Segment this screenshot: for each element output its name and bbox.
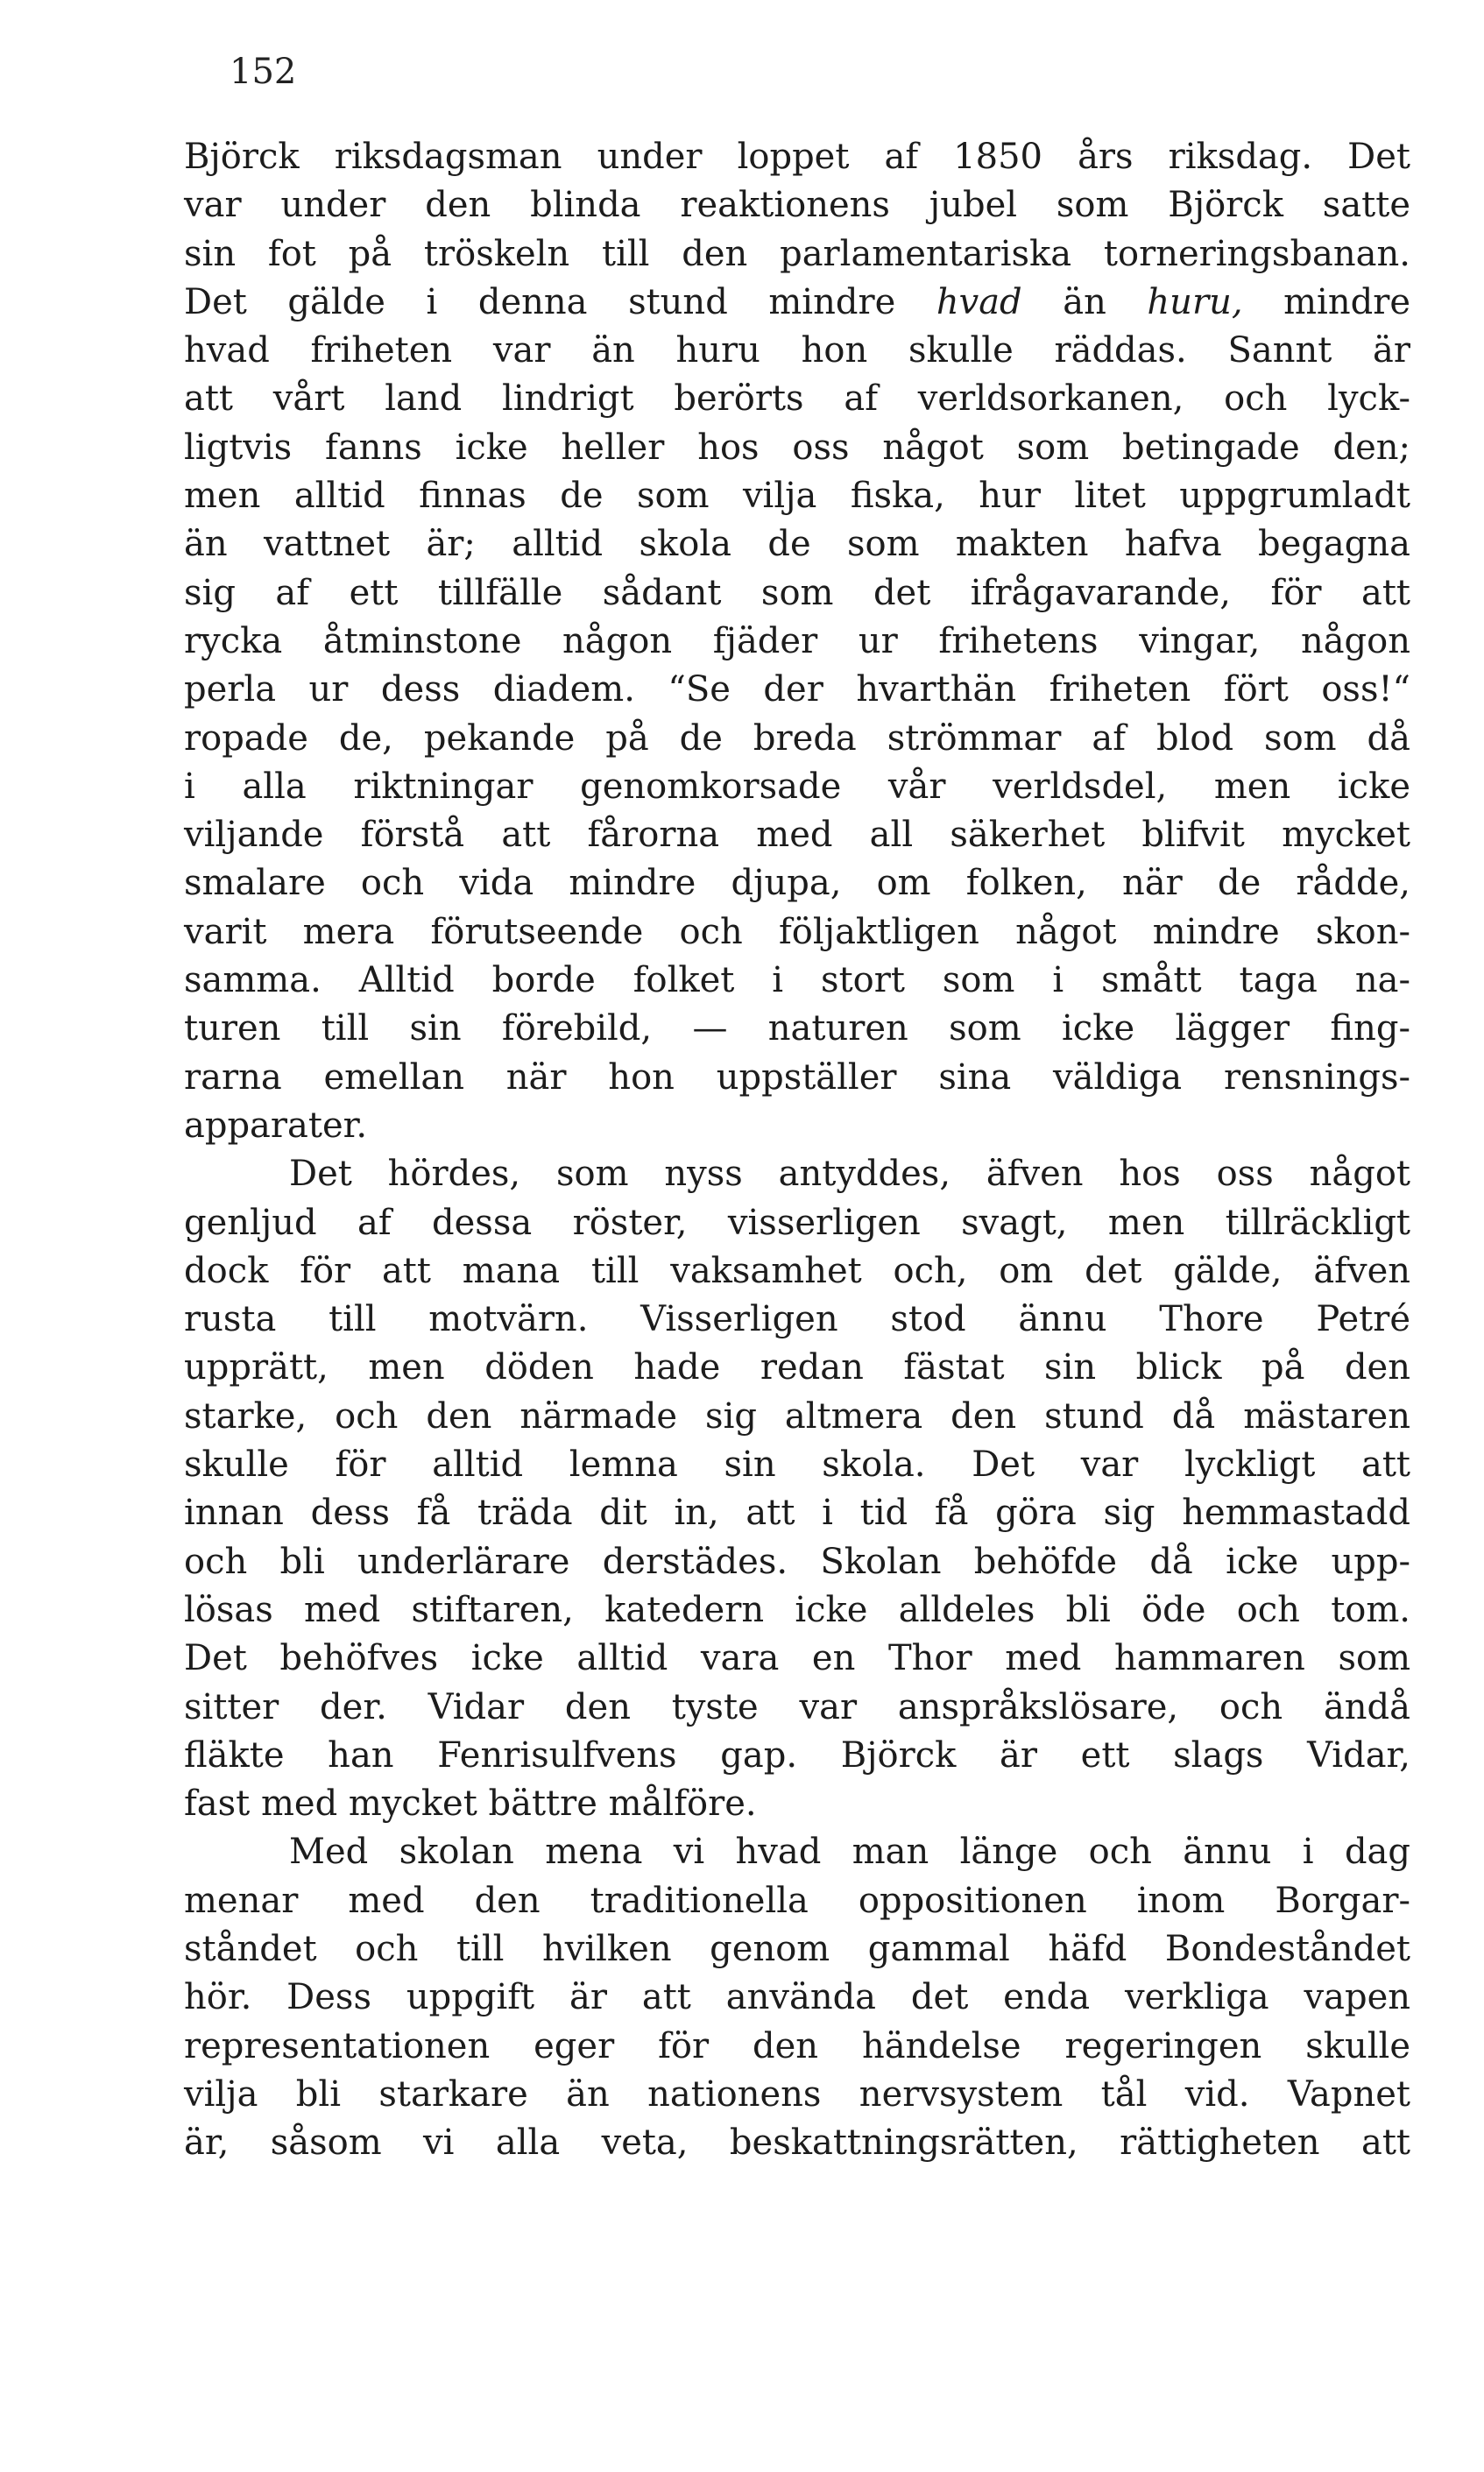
text-line bbox=[184, 1732, 1410, 1780]
text-segment: sitter der. Vidar den tyste var anspråkslösare, och ändå bbox=[184, 1686, 1410, 1727]
text-segment: representationen eger för den händelse regeringen skulle bbox=[184, 2025, 1410, 2066]
text-line bbox=[184, 1828, 1410, 1876]
text-line bbox=[184, 666, 1410, 714]
text-segment: men alltid finnas de som vilja fiska, hur litet uppgrumladt bbox=[184, 476, 1410, 517]
italic-word: hvad bbox=[936, 281, 1022, 322]
text-segment: sin fot på tröskeln till den parlamentariska torneringsbanan. bbox=[184, 233, 1410, 274]
text-line bbox=[184, 2023, 1410, 2071]
text-line bbox=[184, 230, 1410, 279]
text-line bbox=[184, 859, 1410, 908]
text-line bbox=[184, 1344, 1410, 1392]
text-line bbox=[184, 618, 1410, 666]
text-segment: fast med mycket bättre målföre. bbox=[184, 1783, 757, 1825]
text-segment: apparater. bbox=[184, 1105, 368, 1146]
text-line bbox=[184, 1441, 1410, 1489]
text-line bbox=[184, 1974, 1410, 2022]
text-segment: i alla riktningar genomkorsade vår verldsdel, men icke bbox=[184, 766, 1410, 807]
text-line bbox=[184, 957, 1410, 1005]
text-line bbox=[184, 715, 1410, 763]
text-line bbox=[184, 1586, 1410, 1635]
text-line bbox=[184, 811, 1410, 859]
text-segment: vilja bli starkare än nationens nervsystem tål vid. Vapnet bbox=[184, 2073, 1410, 2115]
text-line bbox=[184, 763, 1410, 811]
text-segment: skulle för alltid lemna sin skola. Det var lyckligt att bbox=[184, 1444, 1410, 1486]
text-line bbox=[184, 1102, 1410, 1150]
text-segment: hvad friheten var än huru hon skulle räddas. Sannt är bbox=[184, 330, 1410, 371]
text-segment: genljud af dessa röster, visserligen svagt, men tillräckligt bbox=[184, 1202, 1410, 1243]
text-segment: Björck riksdagsman under loppet af 1850 års riksdag. Det bbox=[184, 137, 1410, 177]
text-line bbox=[184, 1199, 1410, 1247]
text-line bbox=[184, 1393, 1410, 1441]
text-segment: viljande förstå att fårorna med all säkerhet blifvit mycket bbox=[184, 815, 1410, 856]
text-segment: att vårt land lindrigt berörts af verldsorkanen, och lyck- bbox=[184, 378, 1410, 420]
text-segment: rycka åtminstone någon fjäder ur frihetens vingar, någon bbox=[184, 620, 1410, 661]
text-line bbox=[184, 1005, 1410, 1053]
text-segment: ropade de, pekande på de breda strömmar af blod som då bbox=[184, 717, 1410, 759]
text-segment: Det hördes, som nyss antyddes, äfven hos oss något bbox=[289, 1154, 1410, 1195]
text-segment: smalare och vida mindre djupa, om folken, när de rådde, bbox=[184, 863, 1410, 904]
text-segment: ligtvis fanns icke heller hos oss något som betingade den; bbox=[184, 427, 1410, 468]
text-line bbox=[184, 2119, 1410, 2167]
text-segment: var under den blinda reaktionens jubel som Björck satte bbox=[184, 185, 1410, 226]
text-segment: starke, och den närmade sig altmera den stund då mästaren bbox=[184, 1395, 1410, 1437]
text-segment: menar med den traditionella oppositionen inom Borgar- bbox=[184, 1880, 1410, 1921]
page-number: 152 bbox=[230, 52, 297, 92]
text-line bbox=[184, 1877, 1410, 1925]
text-line bbox=[184, 279, 1410, 327]
text-segment: Det behöfves icke alltid vara en Thor med hammaren som bbox=[184, 1638, 1410, 1679]
text-segment: mindre bbox=[1242, 281, 1411, 322]
text-line bbox=[184, 472, 1410, 520]
text-segment: rusta till motvärn. Visserligen stod ännu Thore Petré bbox=[184, 1299, 1410, 1340]
text-line bbox=[184, 908, 1410, 957]
body-text bbox=[184, 133, 1410, 2167]
text-segment: upprätt, men döden hade redan fästat sin blick på den bbox=[184, 1347, 1410, 1388]
text-segment: lösas med stiftaren, katedern icke alldeles bli öde och tom. bbox=[184, 1589, 1410, 1630]
text-segment: samma. Alltid borde folket i stort som i smått taga na- bbox=[184, 960, 1410, 1001]
text-line bbox=[184, 1925, 1410, 1974]
text-segment: och bli underlärare derstädes. Skolan behöfde då icke upp- bbox=[184, 1541, 1410, 1582]
text-line bbox=[184, 1150, 1410, 1198]
text-segment: fläkte han Fenrisulfvens gap. Björck är ett slags Vidar, bbox=[184, 1734, 1410, 1776]
text-segment: Det gälde i denna stund mindre bbox=[184, 281, 936, 322]
text-segment: är, såsom vi alla veta, beskattningsrätten, rättigheten att bbox=[184, 2122, 1410, 2164]
text-segment: än vattnet är; alltid skola de som makten hafva begagna bbox=[184, 524, 1410, 565]
text-segment: än bbox=[1021, 281, 1148, 322]
text-segment: ståndet och till hvilken genom gammal häfd Bondeståndet bbox=[184, 1928, 1410, 1969]
text-segment: dock för att mana till vaksamhet och, om det gälde, äfven bbox=[184, 1250, 1410, 1291]
text-line bbox=[184, 1247, 1410, 1296]
text-line bbox=[184, 1780, 1410, 1828]
text-line bbox=[184, 327, 1410, 375]
text-line bbox=[184, 1296, 1410, 1344]
text-line bbox=[184, 424, 1410, 472]
text-line bbox=[184, 375, 1410, 423]
text-line bbox=[184, 569, 1410, 618]
text-line bbox=[184, 181, 1410, 230]
italic-word: huru, bbox=[1147, 281, 1243, 322]
text-line bbox=[184, 2071, 1410, 2119]
text-line bbox=[184, 1489, 1410, 1537]
text-line bbox=[184, 520, 1410, 569]
text-line bbox=[184, 133, 1410, 181]
text-segment: perla ur dess diadem. “Se der hvarthän friheten fört oss!“ bbox=[184, 669, 1410, 710]
text-line bbox=[184, 1538, 1410, 1586]
text-segment: hör. Dess uppgift är att använda det enda verkliga vapen bbox=[184, 1977, 1410, 2018]
text-segment: varit mera förutseende och följaktligen något mindre skon- bbox=[184, 911, 1410, 952]
text-segment: turen till sin förebild, — naturen som icke lägger fing- bbox=[184, 1008, 1410, 1049]
text-segment: Med skolan mena vi hvad man länge och ännu i dag bbox=[289, 1832, 1410, 1873]
text-line bbox=[184, 1635, 1410, 1683]
text-line bbox=[184, 1684, 1410, 1732]
text-segment: rarna emellan när hon uppställer sina väldiga rensnings- bbox=[184, 1056, 1410, 1098]
text-segment: sig af ett tillfälle sådant som det ifrågavarande, för att bbox=[184, 572, 1410, 613]
text-line bbox=[184, 1054, 1410, 1102]
text-segment: innan dess få träda dit in, att i tid få göra sig hemmastadd bbox=[184, 1493, 1410, 1534]
